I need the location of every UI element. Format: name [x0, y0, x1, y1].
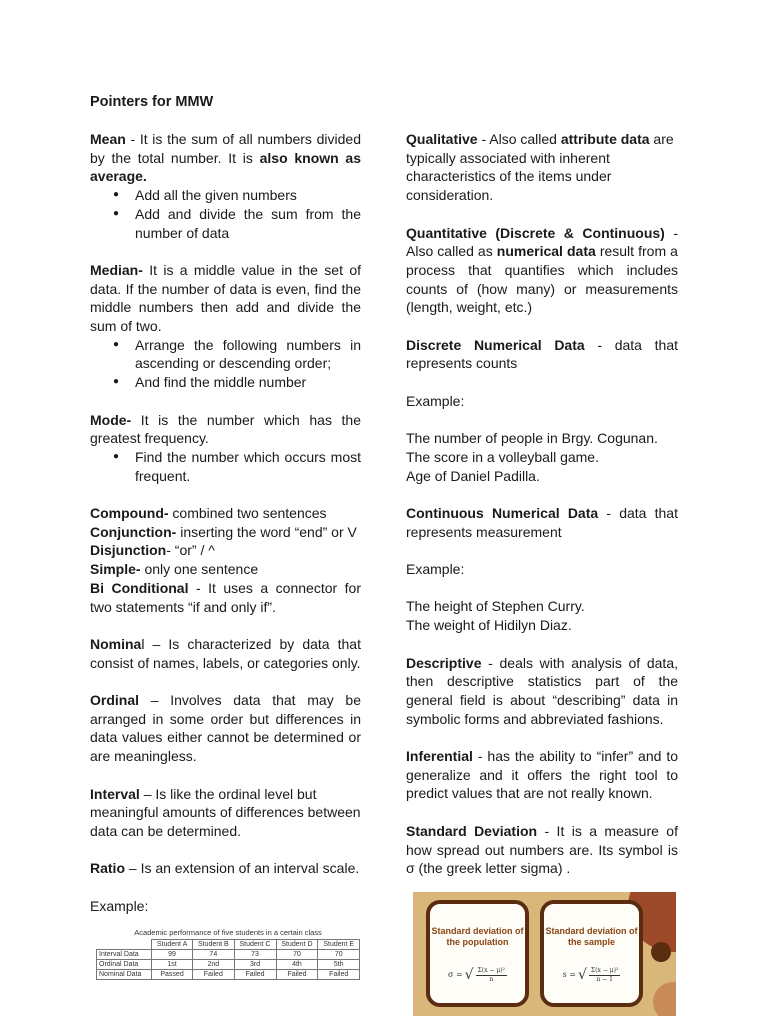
table-cell: 4th: [276, 960, 318, 970]
table-caption: Academic performance of five students in a certain class: [134, 928, 322, 937]
stddev-section: Standard Deviation - It is a measure of how spread out numbers are. Its symbol is σ (the greek letter sigma) .: [406, 822, 678, 877]
population-formula: σ = √ $\frac{\text{Σ(x − μ)²}}{n}$: [447, 966, 506, 984]
list-item: The weight of Hidilyn Diaz.: [406, 617, 572, 634]
simple-term: Simple-: [90, 561, 141, 578]
list-item: ● Find the number which occurs most frequent.: [90, 448, 361, 485]
table-cell: 1st: [152, 960, 193, 970]
discrete-term: Discrete Numerical Data: [406, 336, 585, 353]
performance-table-figure: [96, 928, 360, 980]
mean-bullets: [90, 186, 361, 242]
table-cell: 5th: [318, 960, 360, 970]
continuous-section: Continuous Numerical Data - data that represents measurement: [406, 504, 678, 540]
discrete-example-label: Example:: [406, 392, 465, 409]
mean-section: Mean - It is the sum of all numbers divided by the total number. It is also known as average. ● Add all the given numbers ● Add and divide the sum from the number of data: [90, 130, 361, 242]
right-column: [406, 130, 678, 897]
mode-term: Mode-: [90, 411, 132, 428]
discrete-examples: [406, 429, 678, 485]
decorative-circle: [653, 982, 676, 1016]
column-header: Student A: [152, 940, 193, 950]
qualitative-term: Qualitative: [406, 131, 478, 147]
ordinal-section: Ordinal – Involves data that may be arranged in some order but differences in data values either cannot be determined or are meaningless.: [90, 692, 361, 765]
column-header: Student E: [318, 940, 360, 950]
list-item: The score in a volleyball game.: [406, 448, 599, 465]
page-title: Pointers for MMW: [90, 94, 214, 110]
descriptive-term: Descriptive: [406, 654, 482, 671]
table-cell: Failed: [318, 970, 360, 980]
list-item: The height of Stephen Curry.: [406, 598, 585, 615]
left-column: [90, 130, 361, 934]
row-label: Nominal Data: [97, 970, 152, 980]
ordinal-term: Ordinal: [90, 692, 140, 709]
table-cell: 3rd: [234, 960, 276, 970]
quantitative-term: Quantitative (Discrete & Continuous): [406, 224, 665, 241]
mode-bullets: [90, 448, 361, 485]
logic-section: Compound- combined two sentences Conjunction- inserting the word “end” or V Disjunction- “or” / ^ Simple- only one sentence Bi Conditional - It uses a connector for two statements “if and only if”.: [90, 505, 361, 615]
ratio-section: Ratio – Is an extension of an interval scale.: [90, 860, 360, 877]
table-cell: Failed: [276, 970, 318, 980]
row-label: Ordinal Data: [97, 960, 152, 970]
interval-section: Interval – Is like the ordinal level but meaningful amounts of differences between data can be determined.: [90, 785, 361, 839]
performance-table: [96, 939, 360, 980]
median-section: Median- It is a middle value in the set of data. If the number of data is even, find the middle numbers then add and divide the sum of two. ● Arrange the following numbers in ascending or descending order; ● And find the middle number: [90, 261, 361, 392]
sample-card: [540, 900, 643, 1007]
stddev-formula-image: [413, 892, 676, 1016]
table-row: [97, 970, 360, 980]
table-cell: 99: [152, 950, 193, 960]
nominal-section: Nominal – Is characterized by data that consist of names, labels, or categories only.: [90, 635, 361, 671]
decorative-circle: [651, 942, 671, 962]
conjunction-term: Conjunction-: [90, 523, 177, 540]
table-header-row: [97, 940, 360, 950]
population-title: Standard deviation of the population: [431, 926, 524, 947]
table-cell: 2nd: [193, 960, 234, 970]
descriptive-section: Descriptive - deals with analysis of data, then descriptive statistics part of the general field is about “describing” data in symbolic forms and abbreviated fashions.: [406, 654, 678, 727]
sqrt-icon: √: [464, 967, 474, 984]
table-cell: 73: [234, 950, 276, 960]
interval-term: Interval: [90, 785, 140, 802]
compound-term: Compound-: [90, 505, 169, 522]
stddev-term: Standard Deviation: [406, 822, 538, 839]
column-header: Student C: [234, 940, 276, 950]
list-item: ● Add and divide the sum from the number of data: [90, 205, 361, 242]
mode-section: Mode- It is the number which has the greatest frequency. ● Find the number which occurs most frequent.: [90, 411, 361, 486]
list-item: ● Add all the given numbers: [90, 186, 361, 205]
inferential-term: Inferential: [406, 748, 473, 765]
table-cell: Passed: [152, 970, 193, 980]
continuous-term: Continuous Numerical Data: [406, 504, 599, 521]
sample-title: Standard deviation of the sample: [545, 926, 638, 947]
mean-term: Mean: [90, 131, 126, 147]
disjunction-term: Disjunction: [90, 542, 167, 559]
column-header: Student D: [276, 940, 318, 950]
list-item: ● And find the middle number: [90, 373, 361, 392]
table-cell: Failed: [234, 970, 276, 980]
list-item: ● Arrange the following numbers in ascending or descending order;: [90, 336, 361, 373]
biconditional-term: Bi Conditional: [90, 579, 189, 596]
list-item: The number of people in Brgy. Cogunan.: [406, 430, 658, 447]
table-cell: 70: [276, 950, 318, 960]
table-cell: 74: [193, 950, 234, 960]
column-header: Student B: [193, 940, 234, 950]
ratio-term: Ratio: [90, 860, 125, 877]
qualitative-section: Qualitative - Also called attribute data are typically associated with inherent characteristics of the items under consideration.: [406, 131, 674, 204]
sample-formula: s = √ $\frac{\text{Σ(x − μ)²}}{n - 1}$: [562, 966, 619, 984]
inferential-section: Inferential - has the ability to “infer” and to generalize and it offers the right tool to predict values that are not really known.: [406, 748, 678, 802]
quantitative-section: Quantitative (Discrete & Continuous) - Also called as numerical data result from a process that quantifies which includes counts of (how many) or measurements (length, weight, etc.): [406, 224, 678, 316]
table-row: [97, 960, 360, 970]
population-card: [426, 900, 529, 1007]
example-label: Example:: [90, 897, 149, 914]
table-cell: 70: [318, 950, 360, 960]
continuous-example-label: Example:: [406, 561, 465, 578]
table-row: [97, 950, 360, 960]
discrete-section: Discrete Numerical Data - data that represents counts: [406, 336, 678, 372]
median-bullets: [90, 336, 361, 392]
median-term: Median-: [90, 261, 143, 278]
table-cell: Failed: [193, 970, 234, 980]
sqrt-icon: √: [577, 967, 587, 984]
row-label: Interval Data: [97, 950, 152, 960]
nominal-term: Nomina: [90, 635, 142, 652]
list-item: Age of Daniel Padilla.: [406, 467, 540, 484]
continuous-examples: [406, 597, 678, 634]
